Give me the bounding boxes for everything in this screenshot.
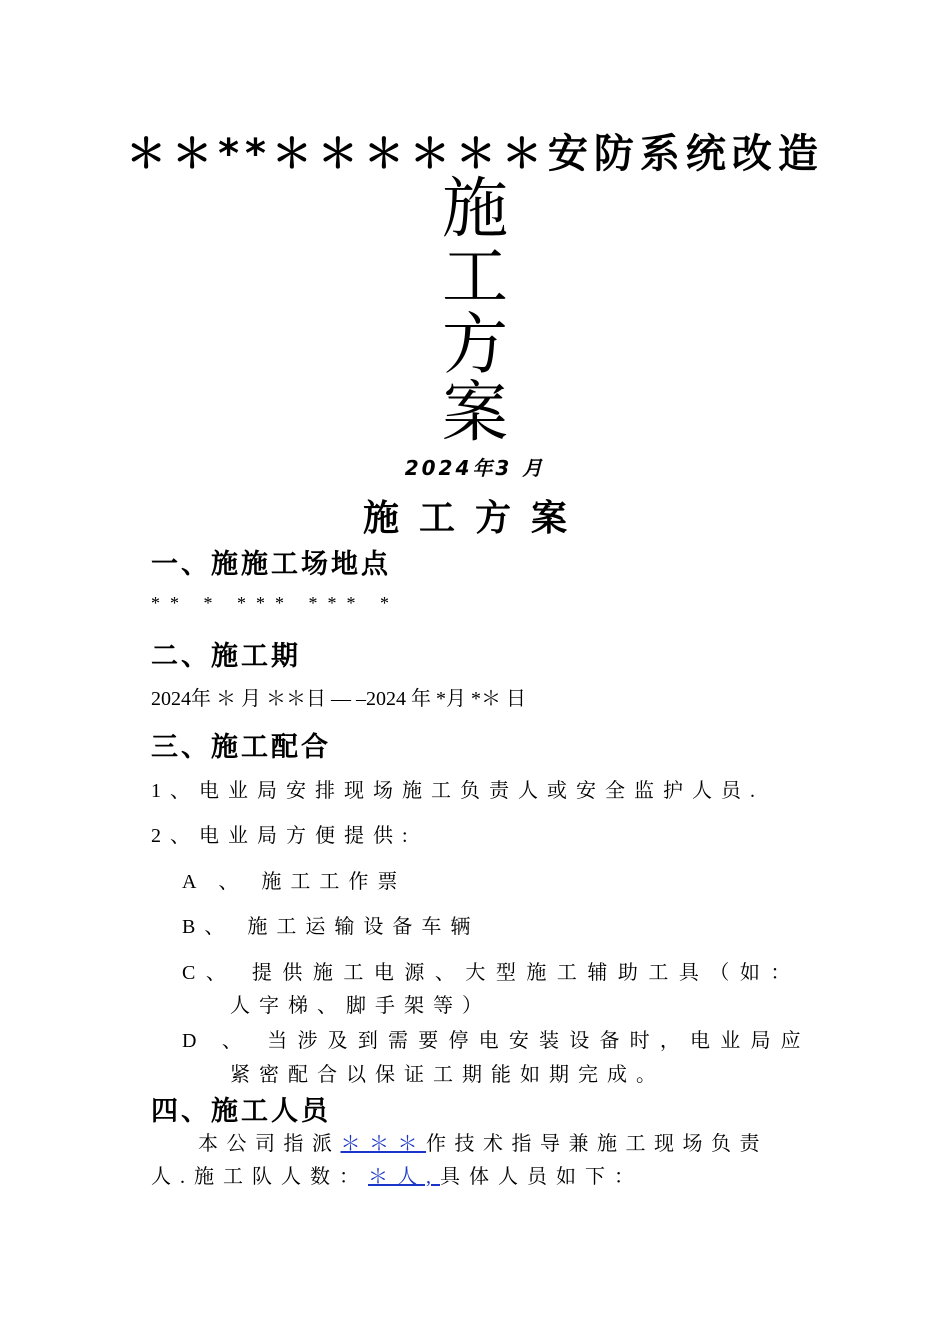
cover-date: 2024年3 月 <box>404 456 546 480</box>
cover-title: ＊＊**＊＊＊＊＊＊安防系统改造 <box>126 131 824 177</box>
section-3-item-a: A 、 施工工作票 <box>182 871 407 893</box>
section-3-item-b: B、 施工运输设备车辆 <box>182 916 480 938</box>
section-4-line-2-suffix: 具体人员如下： <box>440 1166 643 1188</box>
cover-vertical-char-1: 施 <box>442 170 508 247</box>
section-4-line-2-prefix: 人.施工队人数： <box>151 1166 368 1188</box>
section-3-item-c-line2: 人字梯、脚手架等） <box>230 995 491 1017</box>
team-size-link[interactable]: ＊人, <box>368 1166 440 1188</box>
technical-lead-link[interactable]: ＊＊＊ <box>340 1133 426 1155</box>
cover-vertical-char-4: 案 <box>442 374 508 451</box>
section-3-item-1: 1、电业局安排现场施工负责人或安全监护人员. <box>151 780 764 802</box>
section-2-heading: 二、施工期 <box>151 641 301 672</box>
section-4-line-1-prefix: 本公司指派 <box>198 1133 341 1155</box>
section-4-line-2 <box>151 1160 643 1189</box>
cover-vertical-char-3: 方 <box>442 306 508 383</box>
section-1-content: ** * *** *** * <box>151 593 399 613</box>
section-3-item-c-line1: C、 提供施工电源、大型施工辅助工具（如： <box>182 962 801 984</box>
section-4-line-1-suffix: 作技术指导兼施工现场负责 <box>426 1133 768 1155</box>
section-3-item-2: 2、电业局方便提供: <box>151 825 417 847</box>
section-3-item-d-line2: 紧密配合以保证工期能如期完成。 <box>230 1064 665 1086</box>
cover-vertical-char-2: 工 <box>442 238 508 315</box>
section-4-line-1 <box>198 1127 768 1156</box>
section-3-heading: 三、施工配合 <box>151 732 331 763</box>
document-title: 施工方案 <box>362 497 587 539</box>
section-1-heading: 一、施施工场地点 <box>151 549 391 580</box>
section-2-content: 2024年 ＊ 月 ＊＊日 — –2024 年 *月 *＊ 日 <box>151 688 526 710</box>
section-4-heading: 四、施工人员 <box>151 1096 331 1127</box>
section-3-item-d-line1: D 、 当涉及到需要停电安装设备时，电业局应 <box>182 1030 811 1052</box>
